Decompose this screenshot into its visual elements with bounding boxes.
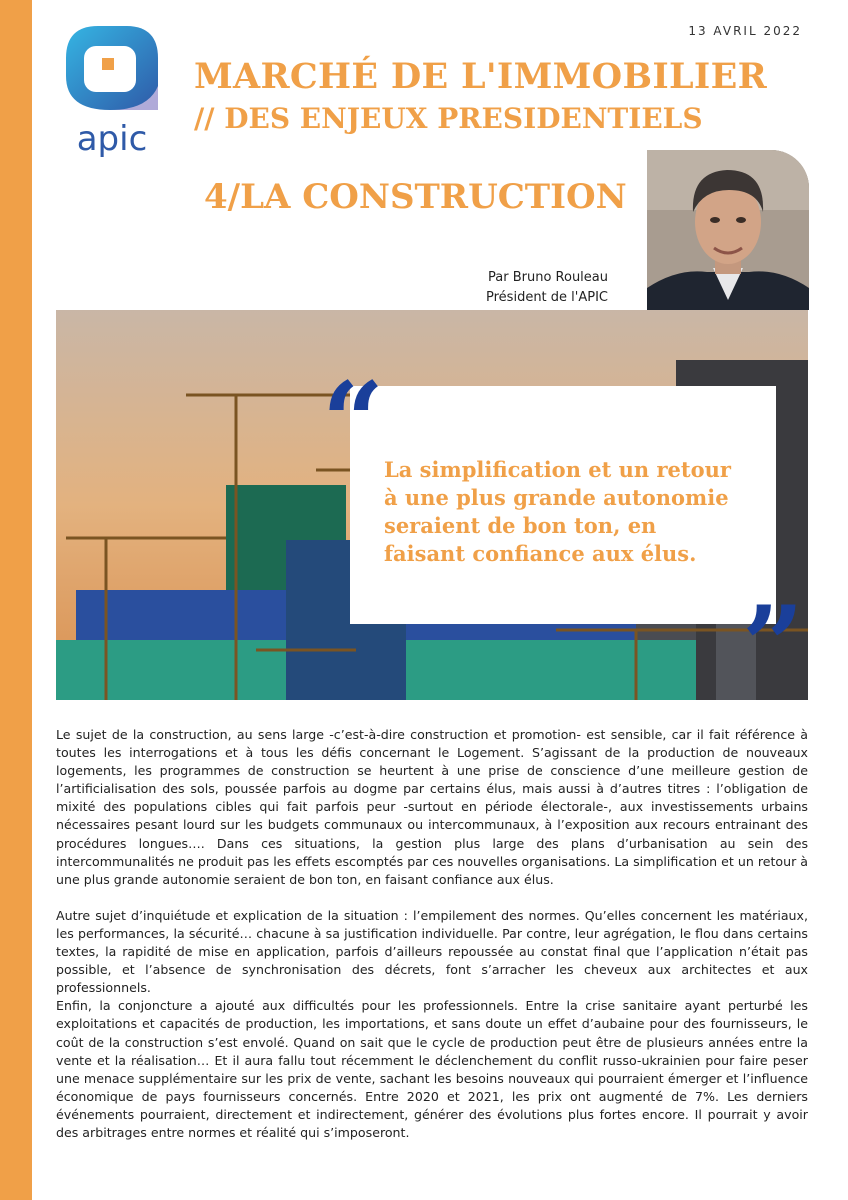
publication-date: 13 AVRIL 2022 [688, 24, 802, 38]
article-paragraph: Le sujet de la construction, au sens large -c’est-à-dire construction et promotion- est sensible, car il fait référence à toutes les interrogations et à tous les défis concernant le Logement. S’agissant de la production de nouveaux logements, les programmes de construction se heurtent à une prise de conscience d’une meilleure gestion de l’artificialisation des sols, poussée parfois au dogme par certains élus, mais aussi à d’autres titres : l’obligation de mixité des populations cibles qui fait parfois peur -surtout en période électorale-, aux investissements urbains nécessaires pesant lourd sur les budgets communaux ou intercommunaux, à l’exposition aux recours entrainant des procédures longues…. Dans ces situations, la gestion plus large des plans d’urbanisation au sein des intercommunalités ne produit pas les effets escomptés par ces nouvelles organisations. La simplification et un retour à une plus grande autonomie seraient de bon ton, en faisant confiance aux élus. [56, 727, 808, 887]
author-portrait [647, 150, 809, 310]
page-subtitle: // DES ENJEUX PRESIDENTIELS [194, 102, 703, 135]
pull-quote-text: La simplification et un retour à une plus grande autonomie seraient de bon ton, en faisant confiance aux élus. [384, 457, 731, 566]
quote-close-mark: ” [741, 583, 804, 709]
side-accent-bar [0, 0, 32, 1200]
logo-wordmark: apic [76, 119, 148, 158]
article-paragraph: Enfin, la conjoncture a ajouté aux difficultés pour les professionnels. Entre la crise sanitaire ayant perturbé les exploitations et capacités de production, les importations, et sans doute un effet d’aubaine pour des fournisseurs, le coût de la construction s’est envolé. Quand on sait que le cycle de production peut être de plusieurs années entre la vente et la réalisation… Et il aura fallu tout récemment le déclenchement du conflit russo-ukrainien pour faire peser une menace supplémentaire sur les prix de vente, sachant les besoins nouveaux qui pourraient émerger et l’influence économique de pays fournisseurs concernés. Entre 2020 et 2021, les prix ont augmenté de 7%. Les derniers événements pourraient, directement et indirectement, générer des évolutions plus fortes encore. Il pourrait y avoir des arbitrages entre normes et réalité qui s’imposeront. [56, 998, 808, 1140]
author-block [486, 268, 608, 308]
author-name: Par Bruno Rouleau [488, 270, 608, 285]
page-title: MARCHÉ DE L'IMMOBILIER [194, 56, 767, 97]
apic-logo [54, 18, 166, 158]
section-title: 4/LA CONSTRUCTION [204, 177, 627, 217]
quote-open-mark: “ [322, 359, 385, 485]
pull-quote [322, 359, 804, 709]
article-paragraph: Autre sujet d’inquiétude et explication de la situation : l’empilement des normes. Qu’elles concernent les matériaux, les performances, la sécurité… chacune à sa justification individuelle. Par contre, leur agrégation, le flou dans certains textes, la rapidité de mise en application, parfois d’ailleurs repoussée au constat final que l’application n’était pas possible, et l’absence de synchronisation des décrets, font s’arracher les cheveux aux architectes et aux professionnels. [56, 907, 808, 996]
author-role: Président de l'APIC [486, 290, 608, 305]
article-body [56, 726, 808, 1142]
